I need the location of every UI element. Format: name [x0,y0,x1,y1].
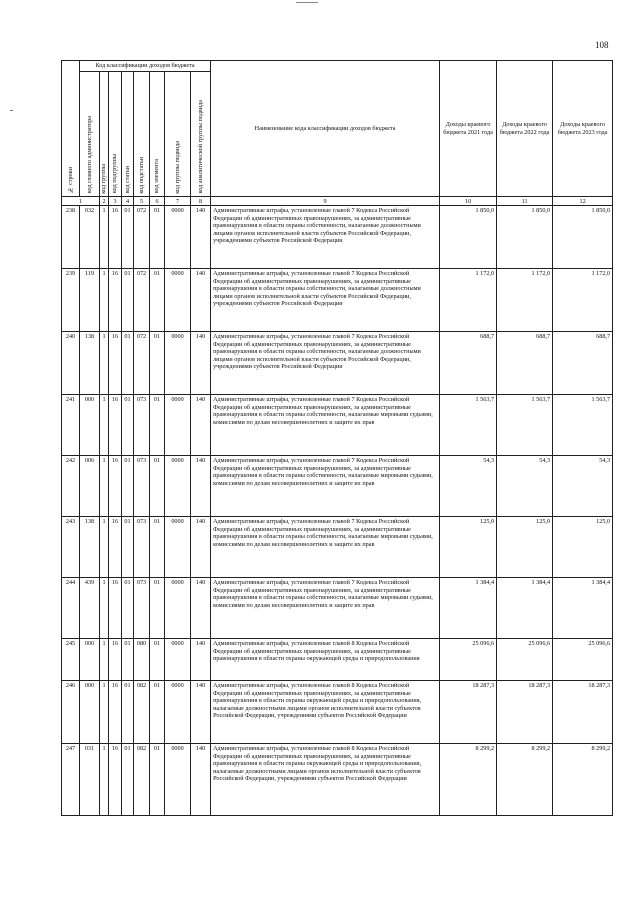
admin-code: 000 [80,395,100,456]
header-income-2022: Доходы краевого бюджета 2022 года [497,61,553,197]
analytic-group-code: 140 [191,456,211,517]
subtype-group-code: 0000 [165,517,191,578]
income-code-name: Административные штрафы, установленные главой 7 Кодекса Российской Федерации об административных правонарушениях, за административные правонарушения в области охраны собственности, налагаемые мировыми судьями, комиссиями по делам несовершеннолетних и защите их прав [211,456,440,517]
element-code: 01 [150,395,165,456]
margin-mark [10,110,13,111]
header-row-no: № строки [62,61,80,197]
subgroup-code: 16 [109,744,122,816]
subarticle-code: 073 [134,456,150,517]
element-code: 01 [150,639,165,681]
row-number: 246 [62,681,80,744]
header-admin-code: код главного администратора [80,72,100,197]
table-row [62,681,613,744]
header-element-code: код элемента [150,72,165,197]
table-row [62,744,613,816]
article-code: 01 [122,639,134,681]
admin-code: 138 [80,332,100,395]
admin-code: 006 [80,456,100,517]
article-code: 01 [122,395,134,456]
subtype-group-code: 0000 [165,639,191,681]
table-row [62,206,613,269]
column-number: 9 [211,197,440,206]
column-number: 1 [62,197,100,206]
income-2023: 688,7 [553,332,613,395]
analytic-group-code: 140 [191,517,211,578]
row-number: 245 [62,639,80,681]
subtype-group-code: 0000 [165,744,191,816]
subarticle-code: 073 [134,395,150,456]
element-code: 01 [150,681,165,744]
group-code: 1 [100,395,109,456]
income-2021: 688,7 [440,332,497,395]
subtype-group-code: 0000 [165,332,191,395]
row-number: 238 [62,206,80,269]
admin-code: 138 [80,517,100,578]
income-code-name: Административные штрафы, установленные главой 7 Кодекса Российской Федерации об административных правонарушениях, за административные правонарушения в области охраны собственности, налагаемые должностными лицами органов исполнительной власти субъектов Российской Федерации, учреждениями субъектов Российской Федерации [211,269,440,332]
article-code: 01 [122,681,134,744]
column-number: 12 [553,197,613,206]
income-2023: 1 384,4 [553,578,613,639]
article-code: 01 [122,517,134,578]
admin-code: 119 [80,269,100,332]
income-2023: 1 850,0 [553,206,613,269]
income-2023: 125,0 [553,517,613,578]
article-code: 01 [122,206,134,269]
group-code: 1 [100,269,109,332]
income-2022: 688,7 [497,332,553,395]
income-2021: 1 850,0 [440,206,497,269]
analytic-group-code: 140 [191,578,211,639]
income-2022: 25 096,6 [497,639,553,681]
column-number: 4 [122,197,134,206]
income-2022: 1 384,4 [497,578,553,639]
table-row [62,456,613,517]
header-subgroup-code: код подгруппы [109,72,122,197]
column-number: 5 [134,197,150,206]
income-2022: 8 299,2 [497,744,553,816]
column-number: 7 [165,197,191,206]
admin-code: 000 [80,681,100,744]
subgroup-code: 16 [109,578,122,639]
header-group-code: код группы [100,72,109,197]
group-code: 1 [100,456,109,517]
column-number: 3 [109,197,122,206]
row-number: 242 [62,456,80,517]
header-subarticle-code: код подстатьи [134,72,150,197]
analytic-group-code: 140 [191,744,211,816]
row-number: 240 [62,332,80,395]
income-2022: 54,3 [497,456,553,517]
subarticle-code: 082 [134,744,150,816]
analytic-group-code: 140 [191,332,211,395]
row-number: 243 [62,517,80,578]
subgroup-code: 16 [109,517,122,578]
subgroup-code: 16 [109,456,122,517]
table-row [62,395,613,456]
subarticle-code: 072 [134,269,150,332]
analytic-group-code: 140 [191,206,211,269]
income-2022: 1 172,0 [497,269,553,332]
table-row [62,578,613,639]
table-row [62,639,613,681]
admin-code: 000 [80,639,100,681]
income-2023: 54,3 [553,456,613,517]
group-code: 1 [100,517,109,578]
income-code-name: Административные штрафы, установленные главой 8 Кодекса Российской Федерации об административных правонарушениях, за административные правонарушения в области охраны окружающей среды и природопользования, налагаемые должностными лицами органов исполнительной власти субъектов Российской Федерации, учреждениями субъектов Российской Федерации [211,681,440,744]
group-code: 1 [100,681,109,744]
subgroup-code: 16 [109,395,122,456]
group-code: 1 [100,744,109,816]
element-code: 01 [150,456,165,517]
income-2022: 1 850,0 [497,206,553,269]
group-code: 1 [100,639,109,681]
analytic-group-code: 140 [191,395,211,456]
element-code: 01 [150,517,165,578]
income-2021: 8 299,2 [440,744,497,816]
table-row [62,517,613,578]
row-number: 241 [62,395,80,456]
column-number: 10 [440,197,497,206]
subarticle-code: 080 [134,639,150,681]
header-income-2021: Доходы краевого бюджета 2021 года [440,61,497,197]
column-number-row [62,197,613,206]
subarticle-code: 082 [134,681,150,744]
subtype-group-code: 0000 [165,578,191,639]
income-2022: 125,0 [497,517,553,578]
income-code-name: Административные штрафы, установленные главой 8 Кодекса Российской Федерации об административных правонарушениях, за административные правонарушения в области охраны окружающей среды и природопользования, налагаемые должностными лицами органов исполнительной власти субъектов Российской Федерации, учреждениями субъектов Российской Федерации [211,744,440,816]
income-code-name: Административные штрафы, установленные главой 8 Кодекса Российской Федерации об административных правонарушениях, за административные правонарушения в области охраны окружающей среды и природопользования [211,639,440,681]
analytic-group-code: 140 [191,681,211,744]
admin-code: 032 [80,206,100,269]
element-code: 01 [150,578,165,639]
element-code: 01 [150,744,165,816]
article-code: 01 [122,578,134,639]
income-2022: 1 563,7 [497,395,553,456]
article-code: 01 [122,269,134,332]
income-2023: 1 563,7 [553,395,613,456]
row-number: 239 [62,269,80,332]
header-analytic-group-code: код аналитической группы подвида [191,72,211,197]
income-2023: 1 172,0 [553,269,613,332]
admin-code: 439 [80,578,100,639]
article-code: 01 [122,456,134,517]
income-2023: 18 287,3 [553,681,613,744]
element-code: 01 [150,206,165,269]
column-number: 8 [191,197,211,206]
column-number: 2 [100,197,109,206]
header-income-2023: Доходы краевого бюджета 2023 года [553,61,613,197]
income-code-name: Административные штрафы, установленные главой 7 Кодекса Российской Федерации об административных правонарушениях, за административные правонарушения в области охраны собственности, налагаемые должностными лицами органов исполнительной власти субъектов Российской Федерации, учреждениями субъектов Российской Федерации [211,332,440,395]
income-2021: 1 172,0 [440,269,497,332]
subgroup-code: 16 [109,332,122,395]
income-2022: 18 287,3 [497,681,553,744]
income-2021: 18 287,3 [440,681,497,744]
analytic-group-code: 140 [191,639,211,681]
subgroup-code: 16 [109,269,122,332]
income-code-name: Административные штрафы, установленные главой 7 Кодекса Российской Федерации об административных правонарушениях, за административные правонарушения в области охраны собственности, налагаемые должностными лицами органов исполнительной власти субъектов Российской Федерации, учреждениями субъектов Российской Федерации [211,206,440,269]
top-divider [296,2,318,3]
income-code-name: Административные штрафы, установленные главой 7 Кодекса Российской Федерации об административных правонарушениях, за административные правонарушения в области охраны собственности, налагаемые мировыми судьями, комиссиями по делам несовершеннолетних и защите их прав [211,578,440,639]
element-code: 01 [150,332,165,395]
admin-code: 031 [80,744,100,816]
group-code: 1 [100,332,109,395]
subtype-group-code: 0000 [165,456,191,517]
element-code: 01 [150,269,165,332]
column-number: 6 [150,197,165,206]
column-number: 11 [497,197,553,206]
table-row [62,269,613,332]
income-2021: 125,0 [440,517,497,578]
header-name: Наименование кода классификации доходов бюджета [211,61,440,197]
row-number: 247 [62,744,80,816]
analytic-group-code: 140 [191,269,211,332]
subtype-group-code: 0000 [165,269,191,332]
subarticle-code: 072 [134,332,150,395]
subtype-group-code: 0000 [165,206,191,269]
group-code: 1 [100,206,109,269]
income-code-name: Административные штрафы, установленные главой 7 Кодекса Российской Федерации об административных правонарушениях, за административные правонарушения в области охраны собственности, налагаемые мировыми судьями, комиссиями по делам несовершеннолетних и защите их прав [211,517,440,578]
header-classification-group: Код классификации доходов бюджета [80,61,211,72]
subtype-group-code: 0000 [165,395,191,456]
income-2021: 25 096,6 [440,639,497,681]
article-code: 01 [122,332,134,395]
header-article-code: код статьи [122,72,134,197]
subtype-group-code: 0000 [165,681,191,744]
income-2023: 25 096,6 [553,639,613,681]
income-2021: 1 384,4 [440,578,497,639]
subarticle-code: 072 [134,206,150,269]
subarticle-code: 073 [134,517,150,578]
article-code: 01 [122,744,134,816]
subarticle-code: 073 [134,578,150,639]
income-2021: 54,3 [440,456,497,517]
income-2021: 1 563,7 [440,395,497,456]
page-number: 108 [595,40,609,50]
income-code-name: Административные штрафы, установленные главой 7 Кодекса Российской Федерации об административных правонарушениях, за административные правонарушения в области охраны собственности, налагаемые мировыми судьями, комиссиями по делам несовершеннолетних и защите их прав [211,395,440,456]
budget-table [61,60,613,816]
table-row [62,332,613,395]
header-subtype-group-code: код группы подвида [165,72,191,197]
group-code: 1 [100,578,109,639]
subgroup-code: 16 [109,206,122,269]
subgroup-code: 16 [109,681,122,744]
income-2023: 8 299,2 [553,744,613,816]
subgroup-code: 16 [109,639,122,681]
row-number: 244 [62,578,80,639]
